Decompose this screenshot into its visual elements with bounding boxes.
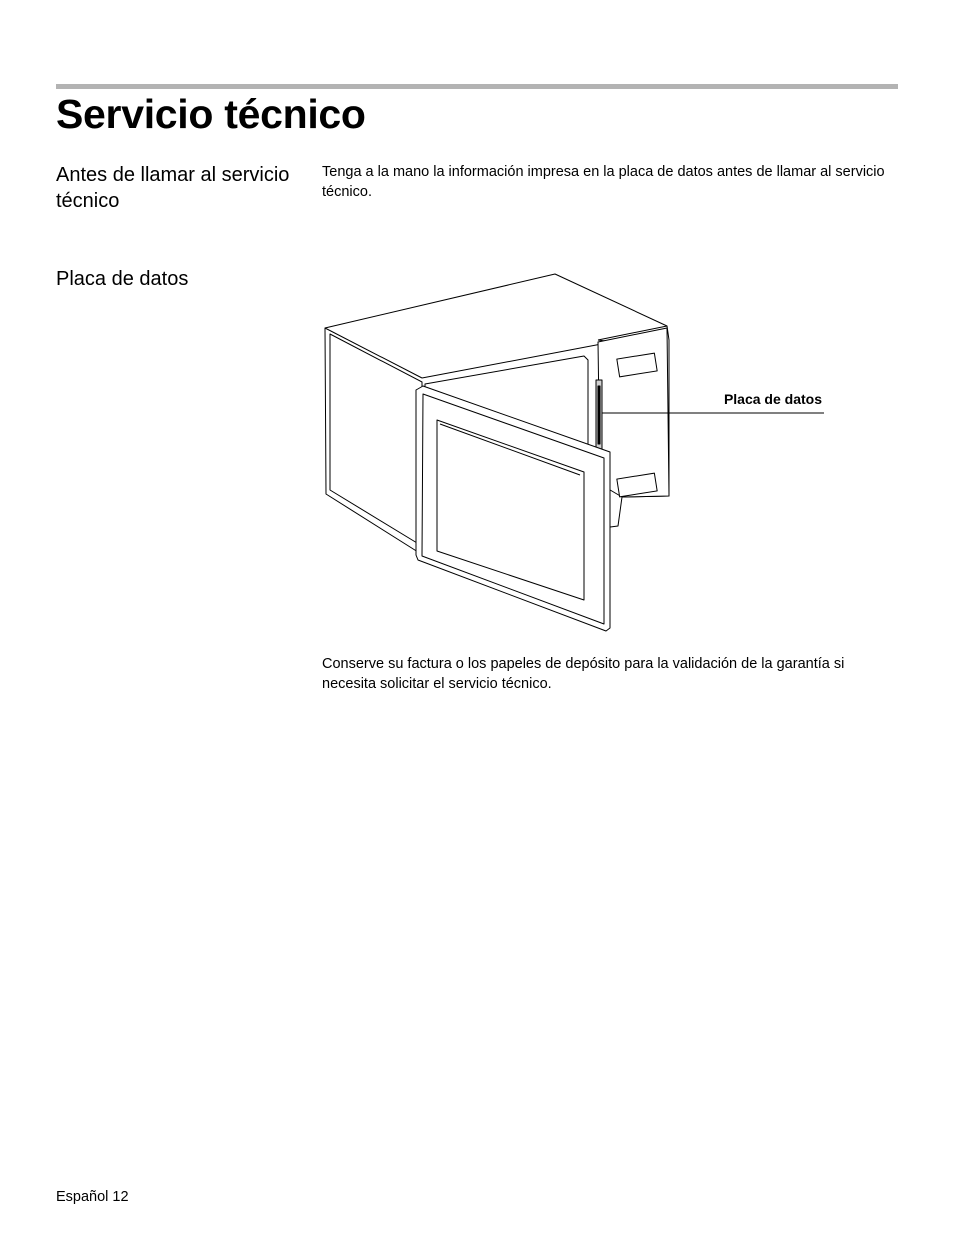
before-call-text: Tenga a la mano la información impresa en la placa de datos antes de llamar al servicio técnico.	[322, 164, 885, 200]
microwave-illustration	[322, 268, 832, 636]
page-footer: Español 12	[56, 1189, 129, 1205]
before-call-heading: Antes de llamar al servicio técnico	[56, 164, 290, 212]
data-plate-callout-label: Placa de datos	[723, 391, 822, 407]
data-plate-heading: Placa de datos	[56, 268, 189, 290]
data-plate-text: Conserve su factura o los papeles de depósito para la validación de la garantía si necesita solicitar el servicio técnico.	[322, 656, 845, 692]
page-title: Servicio técnico	[56, 91, 366, 137]
